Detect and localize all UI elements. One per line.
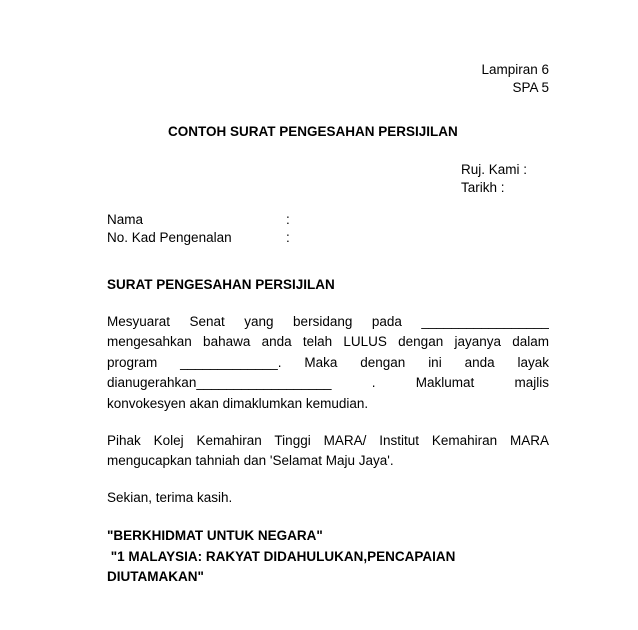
document-title: CONTOH SURAT PENGESAHAN PERSIJILAN [168, 124, 458, 139]
paragraph-1-line-2: mengesahkan bahawa anda telah LULUS dengan jayanya dalam [107, 334, 549, 349]
ic-separator: : [286, 230, 290, 245]
ruj-kami-label: Ruj. Kami : [461, 162, 528, 177]
paragraph-1-line-4: dianugerahkan__________________ . Maklumat majlis [107, 375, 549, 390]
paragraph-2-line-2: mengucapkan tahniah dan 'Selamat Maju Jaya'. [107, 453, 394, 468]
paragraph-1-line-5: konvokesyen akan dimaklumkan kemudian. [107, 396, 369, 411]
closing-text: Sekian, terima kasih. [107, 490, 233, 505]
paragraph-2-line-1: Pihak Kolej Kemahiran Tinggi MARA/ Institut Kemahiran MARA [107, 433, 549, 448]
motto-1malaysia-line-1: "1 MALAYSIA: RAKYAT DIDAHULUKAN,PENCAPAIAN [107, 549, 456, 564]
motto-1malaysia-line-2: DIUTAMAKAN" [107, 569, 204, 584]
motto-berkhidmat: "BERKHIDMAT UNTUK NEGARA" [107, 528, 323, 543]
ic-label: No. Kad Pengenalan [107, 230, 232, 245]
section-title: SURAT PENGESAHAN PERSIJILAN [107, 277, 335, 292]
paragraph-1-line-1: Mesyuarat Senat yang bersidang pada _________________ [107, 314, 549, 329]
spa-label: SPA 5 [512, 80, 549, 95]
paragraph-1-line-3: program _____________. Maka dengan ini anda layak [107, 355, 549, 370]
nama-separator: : [286, 212, 290, 227]
lampiran-label: Lampiran 6 [481, 62, 549, 77]
tarikh-label: Tarikh : [461, 180, 505, 195]
nama-label: Nama [107, 212, 144, 227]
